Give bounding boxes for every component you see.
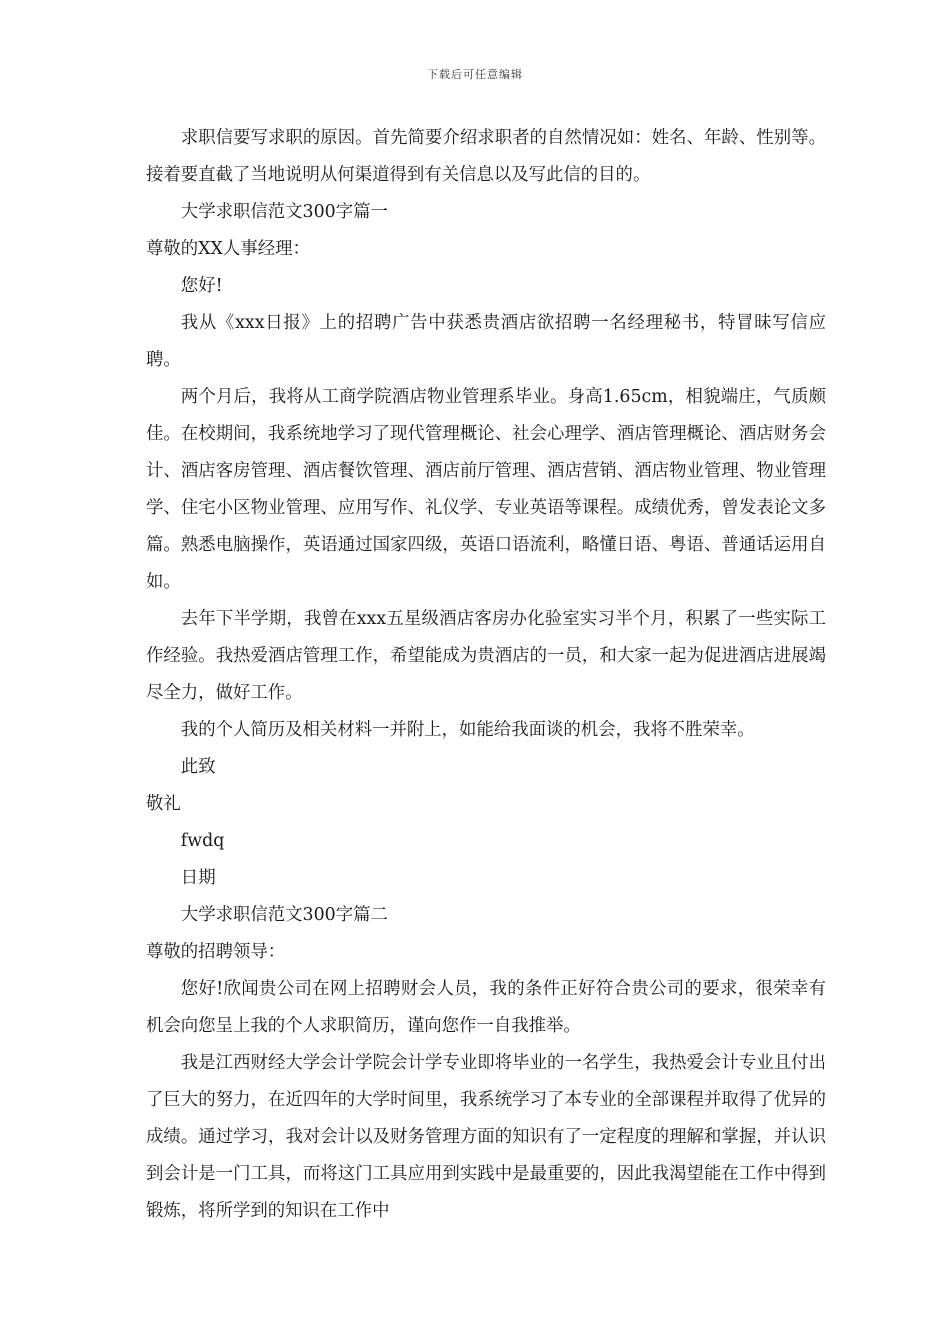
heading-sample-two: 大学求职信范文300字篇二	[180, 905, 388, 925]
paragraph-education: 两个月后，我将从工商学院酒店物业管理系毕业。身高1.65cm，相貌端庄，气质颇佳。在校期间，我系统地学习了现代管理概论、社会心理学、酒店管理概论、酒店财务会计、酒店客房管理、酒店餐饮管理、酒店前厅管理、酒店营销、酒店物业管理、物业管理学、住宅小区物业管理、应用写作、礼仪学、专业英语等课程。成绩优秀，曾发表论文多篇。熟悉电脑操作，英语通过国家四级，英语口语流利，略懂日语、粤语、普通话运用自如。	[146, 387, 826, 592]
page-header: 下载后可任意编辑	[427, 68, 523, 81]
closing-jingli: 敬礼	[146, 794, 181, 814]
document-body	[146, 120, 826, 1230]
date-line: 日期	[180, 868, 216, 888]
paragraph-intro: 求职信要写求职的原因。首先简要介绍求职者的自然情况如：姓名、年龄、性别等。接着要直截了当地说明从何渠道得到有关信息以及写此信的目的。	[146, 128, 826, 185]
paragraph-source: 我从《xxx日报》上的招聘广告中获悉贵酒店欲招聘一名经理秘书，特冒昧写信应聘。	[146, 313, 826, 370]
heading-sample-one: 大学求职信范文300字篇一	[180, 202, 388, 222]
greeting-one: 您好!	[180, 276, 223, 296]
paragraph-attachment: 我的个人简历及相关材料一并附上，如能给我面谈的机会，我将不胜荣幸。	[180, 720, 755, 740]
paragraph-experience: 去年下半学期，我曾在xxx五星级酒店客房办化验室实习半个月，积累了一些实际工作经验。我热爱酒店管理工作，希望能成为贵酒店的一员，和大家一起为促进酒店进展竭尽全力，做好工作。	[146, 609, 826, 703]
closing-cizhi: 此致	[180, 757, 216, 777]
paragraph-background: 我是江西财经大学会计学院会计学专业即将毕业的一名学生，我热爱会计专业且付出了巨大的努力，在近四年的大学时间里，我系统学习了本专业的全部课程并取得了优异的成绩。通过学习，我对会计以及财务管理方面的知识有了一定程度的理解和掌握，并认识到会计是一门工具，而将这门工具应用到实践中是最重要的，因此我渴望能在工作中得到锻炼，将所学到的知识在工作中	[146, 1053, 826, 1221]
salutation-two: 尊敬的招聘领导：	[146, 942, 286, 962]
salutation-one: 尊敬的XX人事经理：	[146, 239, 310, 259]
signature: fwdq	[180, 831, 225, 851]
paragraph-greeting-two: 您好!欣闻贵公司在网上招聘财会人员，我的条件正好符合贵公司的要求，很荣幸有机会向您呈上我的个人求职简历，谨向您作一自我推举。	[146, 979, 826, 1036]
